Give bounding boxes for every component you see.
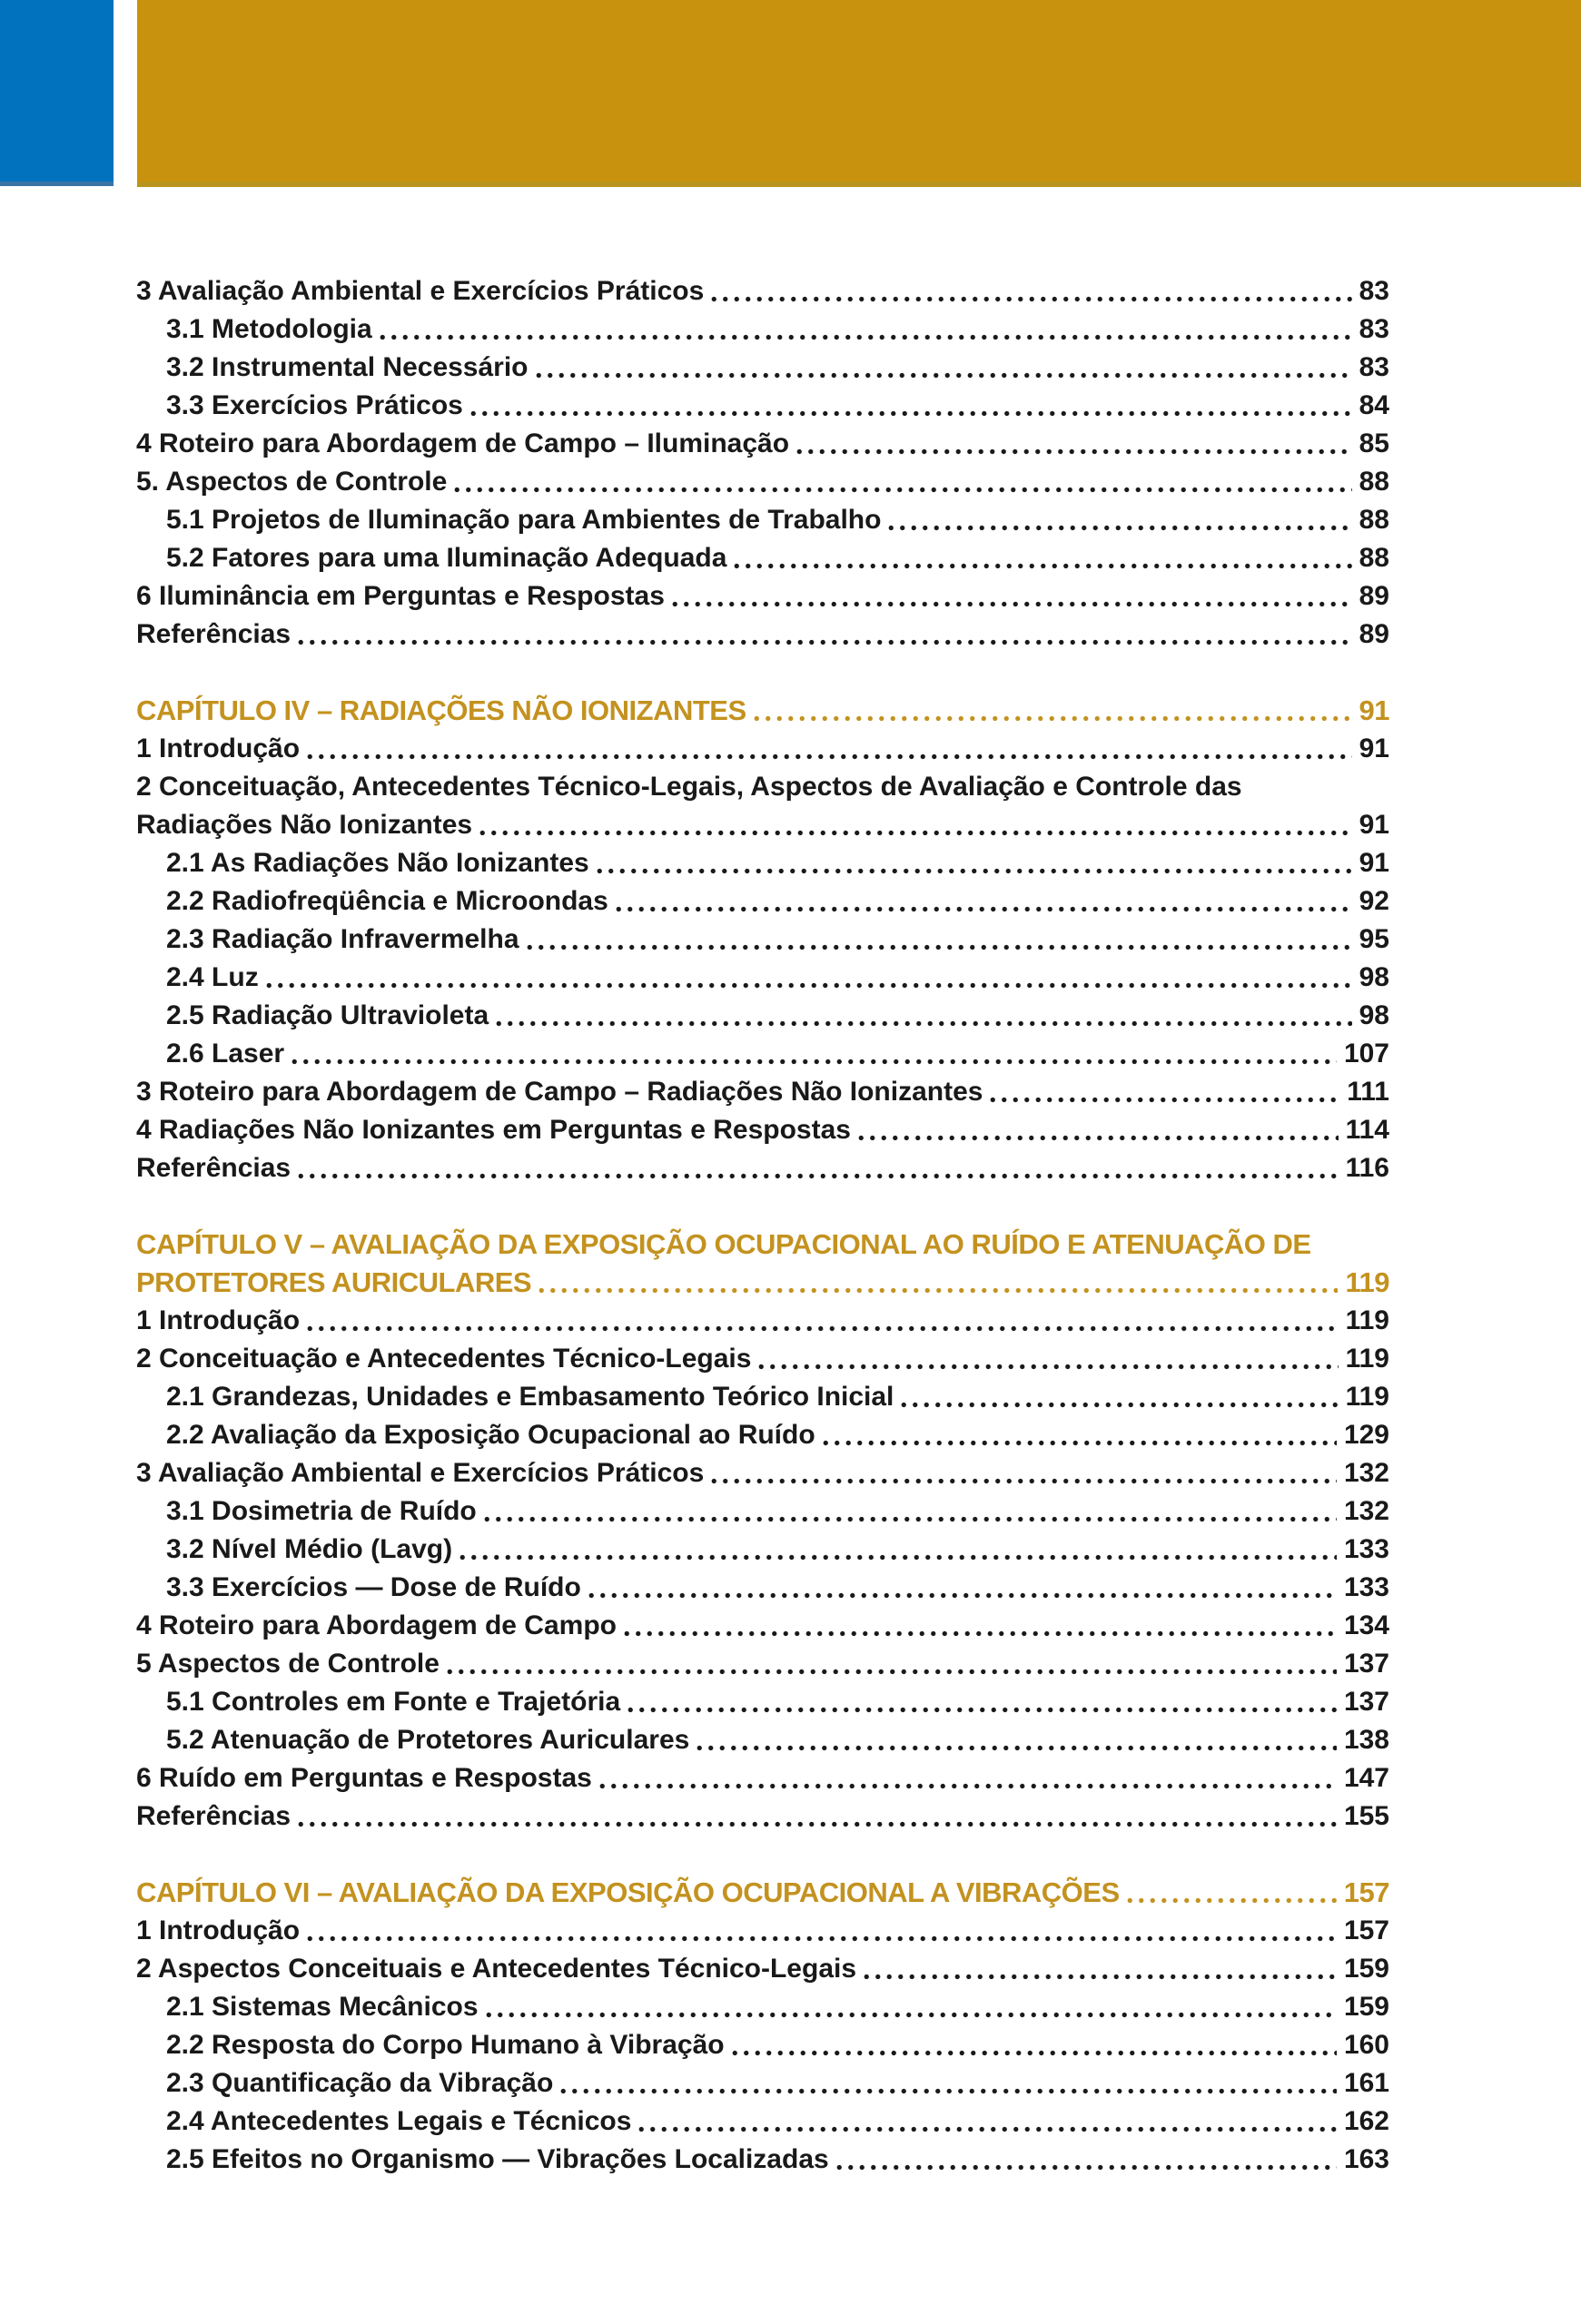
dot-leader (834, 2164, 1337, 2171)
toc-entry (136, 1416, 1389, 1454)
toc-entry (136, 501, 1389, 539)
dot-leader (861, 1974, 1337, 1980)
toc-section (136, 1226, 1389, 1836)
toc-entry (136, 1797, 1389, 1836)
dot-leader (533, 372, 1352, 379)
toc-entry-label: Referências (136, 1153, 291, 1183)
toc-section (136, 272, 1389, 654)
toc-chapter-title: CAPÍTULO V – AVALIAÇÃO DA EXPOSIÇÃO OCUPACIONAL AO RUÍDO E ATENUAÇÃO DE (136, 1228, 1311, 1260)
toc-entry (136, 1035, 1389, 1073)
toc-page-number: 133 (1343, 1572, 1389, 1602)
dot-leader (536, 1287, 1338, 1294)
dot-leader (708, 296, 1351, 302)
toc-entry (136, 1111, 1389, 1149)
dot-leader (483, 2012, 1337, 2018)
toc-page-number: 116 (1345, 1153, 1389, 1183)
toc-page-number: 89 (1359, 619, 1389, 649)
toc-entry (136, 1950, 1389, 1988)
toc-entry-label: 4 Roteiro para Abordagem de Campo (136, 1610, 617, 1640)
toc-entry-label: 3.1 Dosimetria de Ruído (166, 1496, 477, 1526)
toc-entry (136, 615, 1389, 654)
toc-entry-label: 2 Aspectos Conceituais e Antecedentes Técnico-Legais (136, 1954, 857, 1984)
dot-leader (444, 1669, 1337, 1675)
toc-entry (136, 1073, 1389, 1111)
dot-leader (457, 1554, 1337, 1561)
toc-entry-label: 5. Aspectos de Controle (136, 467, 448, 497)
dot-leader (295, 1173, 1338, 1179)
toc-entry (136, 921, 1389, 959)
toc-entry (136, 539, 1389, 577)
toc-entry (136, 310, 1389, 349)
toc-chapter-title: CAPÍTULO VI – AVALIAÇÃO DA EXPOSIÇÃO OCUPACIONAL A VIBRAÇÕES (136, 1876, 1120, 1908)
toc-entry-label: 1 Introdução (136, 1915, 301, 1945)
dot-leader (481, 1516, 1337, 1522)
toc-page-number: 159 (1343, 1992, 1389, 2022)
toc-chapter-heading (136, 692, 1389, 730)
toc-entry (136, 959, 1389, 997)
toc-entry-label: Referências (136, 1801, 291, 1831)
dot-leader (708, 1478, 1337, 1484)
toc-page-number: 129 (1343, 1420, 1389, 1450)
toc-entry (136, 2026, 1389, 2064)
toc-page-number: 107 (1343, 1039, 1389, 1068)
toc-page-number: 91 (1359, 810, 1389, 840)
dot-leader (477, 830, 1352, 836)
toc-entry-label: 2.1 Sistemas Mecânicos (166, 1992, 479, 2022)
toc-entry-label: Radiações Não Ionizantes (136, 810, 473, 840)
toc-page-number: 132 (1343, 1458, 1389, 1488)
toc-entry (136, 1378, 1389, 1416)
dot-leader (594, 868, 1352, 874)
toc-entry-label: 3.2 Nível Médio (Lavg) (166, 1534, 453, 1564)
toc-entry-label: 6 Ruído em Perguntas e Respostas (136, 1763, 592, 1793)
toc-page-number: 161 (1343, 2068, 1389, 2098)
dot-leader (263, 982, 1352, 989)
toc-page-number: 84 (1359, 390, 1389, 420)
toc-entry-label: 2.3 Radiação Infravermelha (166, 924, 519, 954)
toc-entry-label: 5 Aspectos de Controle (136, 1649, 440, 1679)
toc-chapter-title: PROTETORES AURICULARES (136, 1266, 532, 1298)
dot-leader (377, 334, 1352, 340)
dot-leader (493, 1020, 1351, 1027)
toc-page-number: 138 (1343, 1725, 1389, 1755)
dot-leader (304, 1935, 1337, 1942)
toc-page-number: 89 (1359, 581, 1389, 611)
toc-page-number: 119 (1345, 1266, 1389, 1298)
toc-entry (136, 806, 1389, 844)
toc-entry (136, 1607, 1389, 1645)
dot-leader (731, 563, 1351, 569)
toc-page-number: 160 (1343, 2030, 1389, 2060)
toc-entry (136, 1912, 1389, 1950)
table-of-contents (136, 272, 1389, 2179)
toc-entry-label: 3.3 Exercícios — Dose de Ruído (166, 1572, 581, 1602)
toc-entry-label: 4 Radiações Não Ionizantes em Perguntas e Respostas (136, 1115, 851, 1145)
toc-entry (136, 1302, 1389, 1340)
dot-leader (304, 1325, 1339, 1332)
toc-entry-label: Referências (136, 619, 291, 649)
toc-entry-label: 3 Roteiro para Abordagem de Campo – Radiações Não Ionizantes (136, 1077, 983, 1107)
toc-entry (136, 577, 1389, 615)
dot-leader (1124, 1897, 1337, 1904)
toc-page-number: 95 (1359, 924, 1389, 954)
toc-entry (136, 2102, 1389, 2141)
toc-entry (136, 844, 1389, 882)
toc-section (136, 692, 1389, 1187)
toc-page-number: 132 (1343, 1496, 1389, 1526)
toc-page-number: 162 (1343, 2106, 1389, 2136)
toc-entry-label: 5.1 Controles em Fonte e Trajetória (166, 1687, 621, 1717)
toc-entry-label: 2.2 Radiofreqüência e Microondas (166, 886, 608, 916)
dot-leader (820, 1440, 1337, 1446)
dot-leader (558, 2088, 1337, 2094)
dot-leader (586, 1592, 1337, 1599)
toc-entry-label: 3.2 Instrumental Necessário (166, 352, 529, 382)
toc-entry-label: 3.1 Metodologia (166, 314, 372, 344)
toc-page-number: 119 (1345, 1305, 1389, 1335)
toc-page-number: 98 (1359, 962, 1389, 992)
header-gold-band (137, 0, 1581, 187)
toc-page-number: 119 (1345, 1344, 1389, 1374)
dot-leader (295, 1821, 1337, 1827)
toc-page-number: 98 (1359, 1000, 1389, 1030)
toc-entry (136, 1683, 1389, 1721)
toc-entry (136, 997, 1389, 1035)
toc-chapter-heading (136, 1874, 1389, 1912)
toc-page-number: 91 (1359, 734, 1389, 763)
toc-entry (136, 1454, 1389, 1492)
dot-leader (304, 753, 1352, 760)
toc-entry (136, 1149, 1389, 1187)
toc-page-number: 137 (1343, 1687, 1389, 1717)
toc-entry-label: 2 Conceituação, Antecedentes Técnico-Legais, Aspectos de Avaliação e Controle das (136, 772, 1242, 802)
toc-page-number: 85 (1359, 428, 1389, 458)
toc-page-number: 155 (1343, 1801, 1389, 1831)
dot-leader (468, 410, 1352, 417)
toc-entry-label: 2.5 Radiação Ultravioleta (166, 1000, 489, 1030)
dot-leader (295, 639, 1352, 645)
toc-entry-label: 2.1 Grandezas, Unidades e Embasamento Teórico Inicial (166, 1382, 894, 1412)
toc-entry (136, 463, 1389, 501)
toc-entry (136, 1569, 1389, 1607)
header-blue-block (0, 0, 114, 186)
toc-entry-label: 2.3 Quantificação da Vibração (166, 2068, 554, 2098)
toc-page-number: 88 (1359, 467, 1389, 497)
toc-entry-label: 2.2 Resposta do Corpo Humano à Vibração (166, 2030, 725, 2060)
toc-page-number: 91 (1359, 848, 1389, 878)
toc-entry-label: 2.2 Avaliação da Exposição Ocupacional ao Ruído (166, 1420, 815, 1450)
toc-entry (136, 425, 1389, 463)
toc-entry-label: 3.3 Exercícios Práticos (166, 390, 463, 420)
toc-entry (136, 1531, 1389, 1569)
dot-leader (756, 1364, 1338, 1370)
toc-page-number: 83 (1359, 352, 1389, 382)
toc-page-number: 137 (1343, 1649, 1389, 1679)
toc-entry-label: 5.2 Atenuação de Protetores Auriculares (166, 1725, 690, 1755)
dot-leader (621, 1630, 1337, 1637)
dot-leader (855, 1135, 1339, 1141)
toc-entry (136, 730, 1389, 768)
dot-leader (794, 448, 1352, 455)
dot-leader (729, 2050, 1337, 2056)
toc-entry-label: 2.4 Luz (166, 962, 259, 992)
toc-entry-label: 2.6 Laser (166, 1039, 285, 1068)
toc-page-number: 163 (1343, 2144, 1389, 2174)
toc-page-number: 133 (1343, 1534, 1389, 1564)
toc-entry (136, 1340, 1389, 1378)
toc-page-number: 119 (1345, 1382, 1389, 1412)
toc-entry-label: 3 Avaliação Ambiental e Exercícios Práticos (136, 1458, 705, 1488)
toc-page-number: 92 (1359, 886, 1389, 916)
toc-page-number: 114 (1345, 1115, 1389, 1145)
toc-entry (136, 2064, 1389, 2102)
dot-leader (751, 715, 1352, 722)
toc-entry-label: 3 Avaliação Ambiental e Exercícios Práticos (136, 276, 705, 306)
toc-entry (136, 1759, 1389, 1797)
toc-entry-label: 4 Roteiro para Abordagem de Campo – Iluminação (136, 428, 790, 458)
toc-page-number: 159 (1343, 1954, 1389, 1984)
dot-leader (289, 1059, 1337, 1065)
dot-leader (669, 601, 1352, 607)
dot-leader (524, 944, 1352, 950)
toc-entry-label: 2.5 Efeitos no Organismo — Vibrações Localizadas (166, 2144, 829, 2174)
toc-page-number: 147 (1343, 1763, 1389, 1793)
dot-leader (694, 1745, 1337, 1751)
toc-entry (136, 768, 1389, 806)
toc-entry (136, 2141, 1389, 2179)
toc-chapter-title: CAPÍTULO IV – RADIAÇÕES NÃO IONIZANTES (136, 694, 746, 726)
toc-entry-label: 1 Introdução (136, 734, 301, 763)
toc-page-number: 157 (1343, 1876, 1389, 1908)
toc-entry-label: 2.4 Antecedentes Legais e Técnicos (166, 2106, 632, 2136)
toc-entry (136, 1492, 1389, 1531)
dot-leader (451, 487, 1351, 493)
dot-leader (898, 1402, 1338, 1408)
toc-chapter-heading (136, 1264, 1389, 1302)
dot-leader (636, 2126, 1337, 2132)
toc-entry-label: 5.2 Fatores para uma Iluminação Adequada (166, 543, 727, 573)
dot-leader (885, 525, 1351, 531)
toc-entry (136, 387, 1389, 425)
toc-page-number: 111 (1347, 1077, 1389, 1107)
toc-page-number: 134 (1343, 1610, 1389, 1640)
toc-page-number: 88 (1359, 505, 1389, 535)
toc-entry (136, 349, 1389, 387)
toc-page-number: 91 (1359, 694, 1389, 726)
toc-entry (136, 272, 1389, 310)
dot-leader (597, 1783, 1337, 1789)
dot-leader (625, 1707, 1337, 1713)
toc-chapter-heading (136, 1226, 1389, 1264)
toc-entry (136, 882, 1389, 921)
toc-entry-label: 2.1 As Radiações Não Ionizantes (166, 848, 589, 878)
toc-entry (136, 1721, 1389, 1759)
toc-page-number: 88 (1359, 543, 1389, 573)
toc-entry (136, 1988, 1389, 2026)
dot-leader (987, 1097, 1339, 1103)
toc-section (136, 1874, 1389, 2179)
dot-leader (613, 906, 1352, 912)
toc-page-number: 83 (1359, 276, 1389, 306)
toc-entry (136, 1645, 1389, 1683)
toc-entry-label: 1 Introdução (136, 1305, 301, 1335)
toc-entry-label: 2 Conceituação e Antecedentes Técnico-Legais (136, 1344, 752, 1374)
toc-entry-label: 6 Iluminância em Perguntas e Respostas (136, 581, 665, 611)
toc-entry-label: 5.1 Projetos de Iluminação para Ambientes de Trabalho (166, 505, 882, 535)
toc-page-number: 83 (1359, 314, 1389, 344)
toc-page-number: 157 (1343, 1915, 1389, 1945)
